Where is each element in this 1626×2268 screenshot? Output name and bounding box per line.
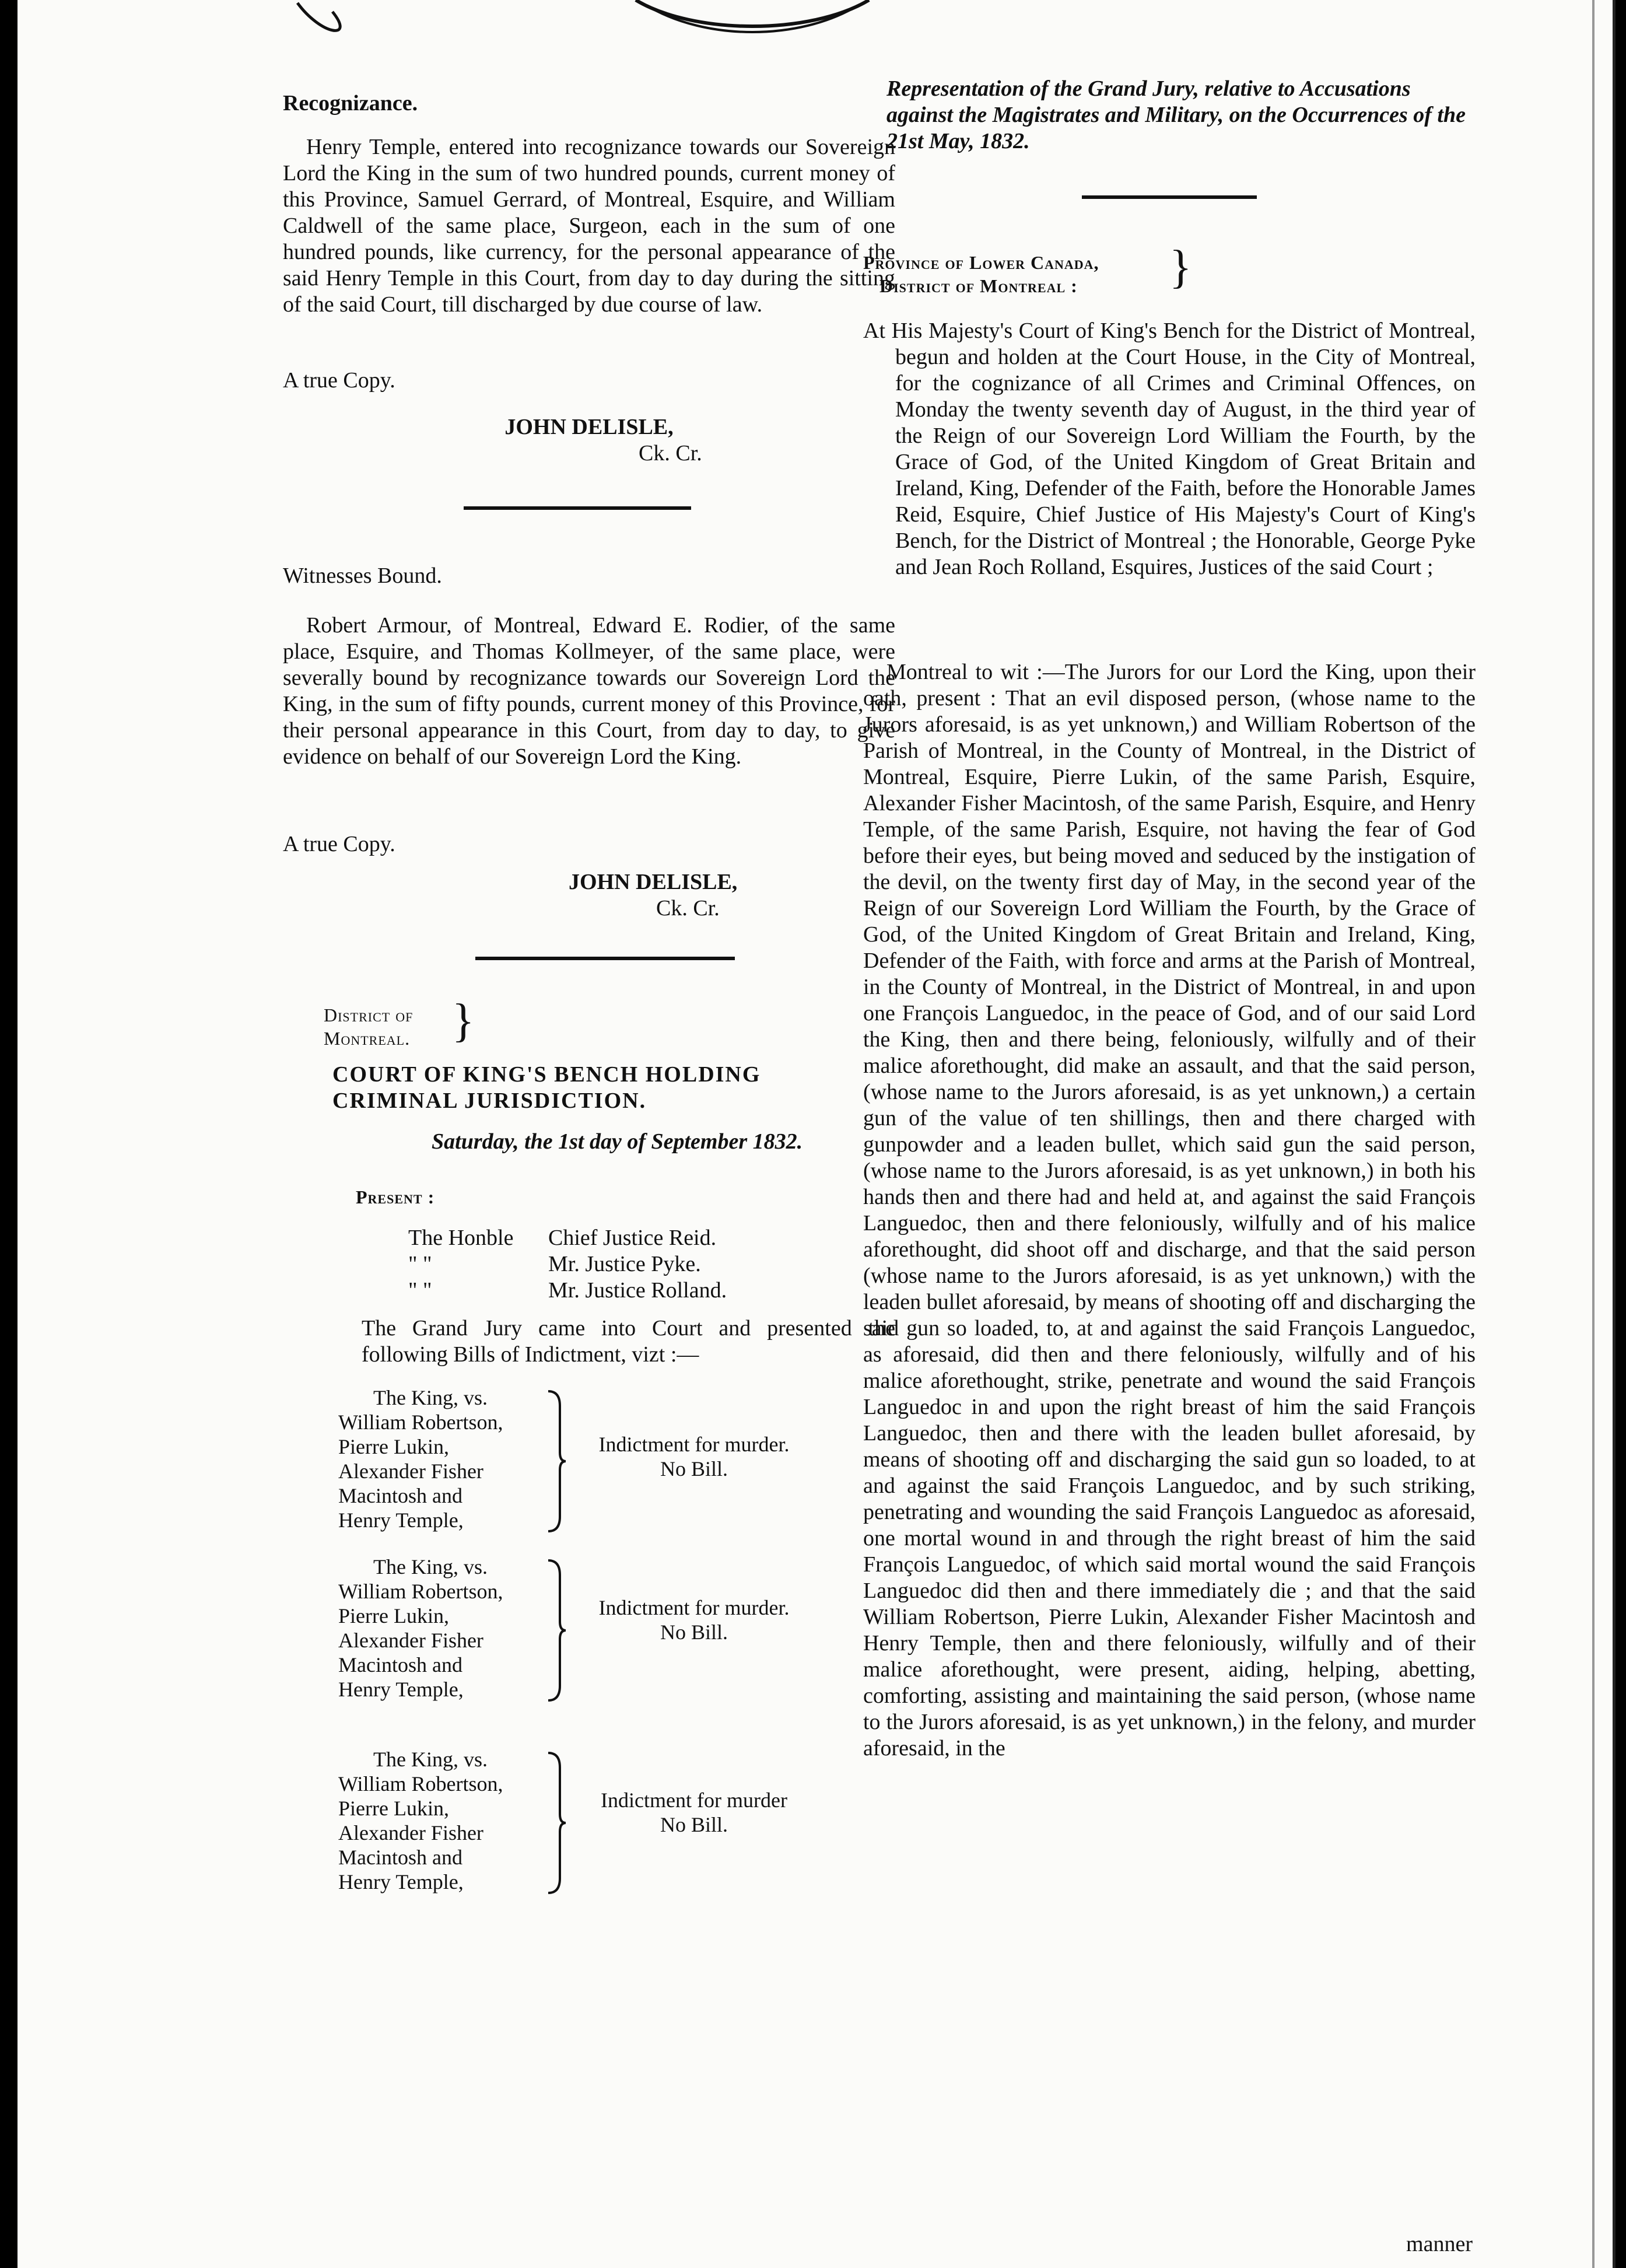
judge-prefix-3: " ": [408, 1278, 432, 1303]
present-label: Present :: [356, 1186, 435, 1208]
indictment-paragraph: Montreal to wit :—The Jurors for our Lord the King, upon their oath, present : That an evil disposed person, (whose name to the Jurors aforesaid, is as yet unknown,) and William Robertson of the Parish of Montreal, in the County of Montreal, in the District of Montreal, Esquire, Pierre Lukin, of the same Parish, Esquire, Alexander Fisher Macintosh, of the same Parish, Esquire, and Henry Temple, of the same Parish, Esquire, not having the fear of God before their eyes, but being moved and seduced by the instigation of the devil, on the twenty first day of May, in the second year of the Reign of our Sovereign Lord William the Fourth, by the Grace of God, of the United Kingdom of Great Britain and Ireland, King, Defender of the Faith, with force and arms at the Parish of Montreal, in the County of Montreal, in the District of Montreal, in and upon one François Languedoc, in the peace of God, and of our said Lord the King, then and there being, feloniously, wilfully and of their malice aforethought, did make an assault, and that the said person, (whose name to the Jurors aforesaid, is as yet unknown,) a certain gun of the value of ten shillings, then and there charged with gunpowder and a leaden bullet, which said gun the said person, (whose name to the Jurors aforesaid, is as yet unknown,) in both his hands then and there had and held at, and against the said François Languedoc, then and there feloniously, wilfully and of his malice aforethought, did shoot off and discharge, and that the said person (whose name to the Jurors aforesaid, is as yet unknown,) with the leaden bullet aforesaid, by means of shooting off and discharging the said gun so loaded, to, at and against the said François Languedoc, as aforesaid, did then and there feloniously, wilfully and of his malice aforethought, strike, penetrate and wound the said François Languedoc in and upon the right breast of him the said François Languedoc, then and there with the leaden bullet aforesaid, by means of shooting off and discharging the said gun so loaded, to at and against the said François Languedoc, and by such striking, penetrating and wounding the said François Languedoc as aforesaid, one mortal wound in and through the right breast of him the said François Languedoc, of which said mortal wound the said François Languedoc did then and there immediately die ; and that the said William Robertson, Pierre Lukin, Alexander Fisher Macintosh and Henry Temple, then and there feloniously, wilfully and of their malice aforethought, were present, aiding, helping, abetting, comforting, assisting and maintaining the said person, (whose name to the Jurors aforesaid, is as yet unknown,) in the felony, and murder aforesaid, in the: [863, 660, 1476, 1760]
grand-jury-intro: The Grand Jury came into Court and presented the following Bills of Indictment, vizt :—: [362, 1316, 895, 1367]
province-brace: }: [1169, 242, 1192, 293]
divider-1: [464, 506, 691, 510]
judges-list: [408, 1225, 933, 1304]
divider-3: [1082, 195, 1257, 199]
true-copy-2: A true Copy.: [283, 832, 395, 856]
court-date: Saturday, the 1st day of September 1832.: [432, 1129, 803, 1154]
court-heading: COURT OF KING'S BENCH HOLDING CRIMINAL JURISDICTION.: [332, 1062, 761, 1113]
district-label: District of Montreal.: [324, 1005, 413, 1049]
case-3-parties: The King, vs. William Robertson, Pierre Lukin, Alexander Fisher Macintosh and Henry Temple,: [338, 1748, 503, 1894]
case-2-disposition: Indictment for murder. No Bill.: [598, 1596, 790, 1644]
representation-heading: Representation of the Grand Jury, relative to Accusations against the Magistrates and Military, on the Occurrences of the 21st May, 1832.: [886, 76, 1466, 153]
province-label: Province of Lower Canada, District of Montreal :: [863, 252, 1099, 296]
recognizance-heading: Recognizance.: [283, 91, 418, 116]
judge-prefix-1: The Honble: [408, 1226, 514, 1250]
case-1-parties: The King, vs. William Robertson, Pierre Lukin, Alexander Fisher Macintosh and Henry Temple,: [338, 1386, 503, 1532]
case-2-parties: The King, vs. William Robertson, Pierre Lukin, Alexander Fisher Macintosh and Henry Temple,: [338, 1555, 503, 1701]
signature-block-2: JOHN DELISLE, Ck. Cr.: [569, 870, 738, 921]
witnesses-paragraph: Robert Armour, of Montreal, Edward E. Rodier, of the same place, Esquire, and Thomas Kollmeyer, of the same place, were severally bound by recognizance towards our Sovereign Lord the King, in the sum of fifty pounds, current money of this Province, for their personal appearance in this Court, from day to day, to give evidence on behalf of our Sovereign Lord the King.: [283, 613, 895, 769]
case-1-disposition: Indictment for murder. No Bill.: [598, 1433, 790, 1480]
judge-prefix-2: " ": [408, 1252, 432, 1276]
page-edge-shadow: [1592, 0, 1595, 2268]
case-3-brace: [545, 1750, 569, 1896]
divider-2: [475, 957, 735, 960]
signature-block-1: JOHN DELISLE, Ck. Cr.: [504, 415, 702, 466]
court-session-paragraph: At His Majesty's Court of King's Bench for the District of Montreal, begun and holden at the Court House, in the City of Montreal, for the cognizance of all Crimes and Criminal Offences, on Monday the twenty seventh day of August, in the third year of the Reign of our Sovereign Lord William the Fourth, by the Grace of God, of the United Kingdom of Great Britain and Ireland, King, Defender of the Faith, before the Honorable James Reid, Esquire, Chief Justice of His Majesty's Court of King's Bench, for the District of Montreal ; the Honorable, George Pyke and Jean Roch Rolland, Esquires, Justices of the said Court ;: [863, 318, 1476, 579]
case-3-disposition: Indictment for murder No Bill.: [601, 1788, 787, 1836]
witnesses-heading: Witnesses Bound.: [283, 564, 442, 588]
document-page: [17, 0, 1616, 2268]
district-brace: }: [452, 995, 475, 1046]
case-2-brace: [545, 1558, 569, 1703]
judge-name-2: Mr. Justice Pyke.: [548, 1252, 701, 1276]
page-top-decoration: [286, 0, 1102, 52]
case-1-brace: [545, 1388, 569, 1534]
true-copy-1: A true Copy.: [283, 368, 395, 393]
judge-name-3: Mr. Justice Rolland.: [548, 1278, 727, 1303]
judge-name-1: Chief Justice Reid.: [548, 1226, 717, 1250]
page-edge: [1613, 0, 1616, 2268]
recognizance-paragraph: Henry Temple, entered into recognizance towards our Sovereign Lord the King in the sum of two hundred pounds, current money of this Province, Samuel Gerrard, of Montreal, Esquire, and William Caldwell of the same place, Surgeon, each in the sum of one hundred pounds, like currency, for the personal appearance of the said Henry Temple in this Court, from day to day during the sitting of the said Court, till discharged by due course of law.: [283, 135, 895, 317]
catchword: manner: [1406, 2232, 1473, 2256]
